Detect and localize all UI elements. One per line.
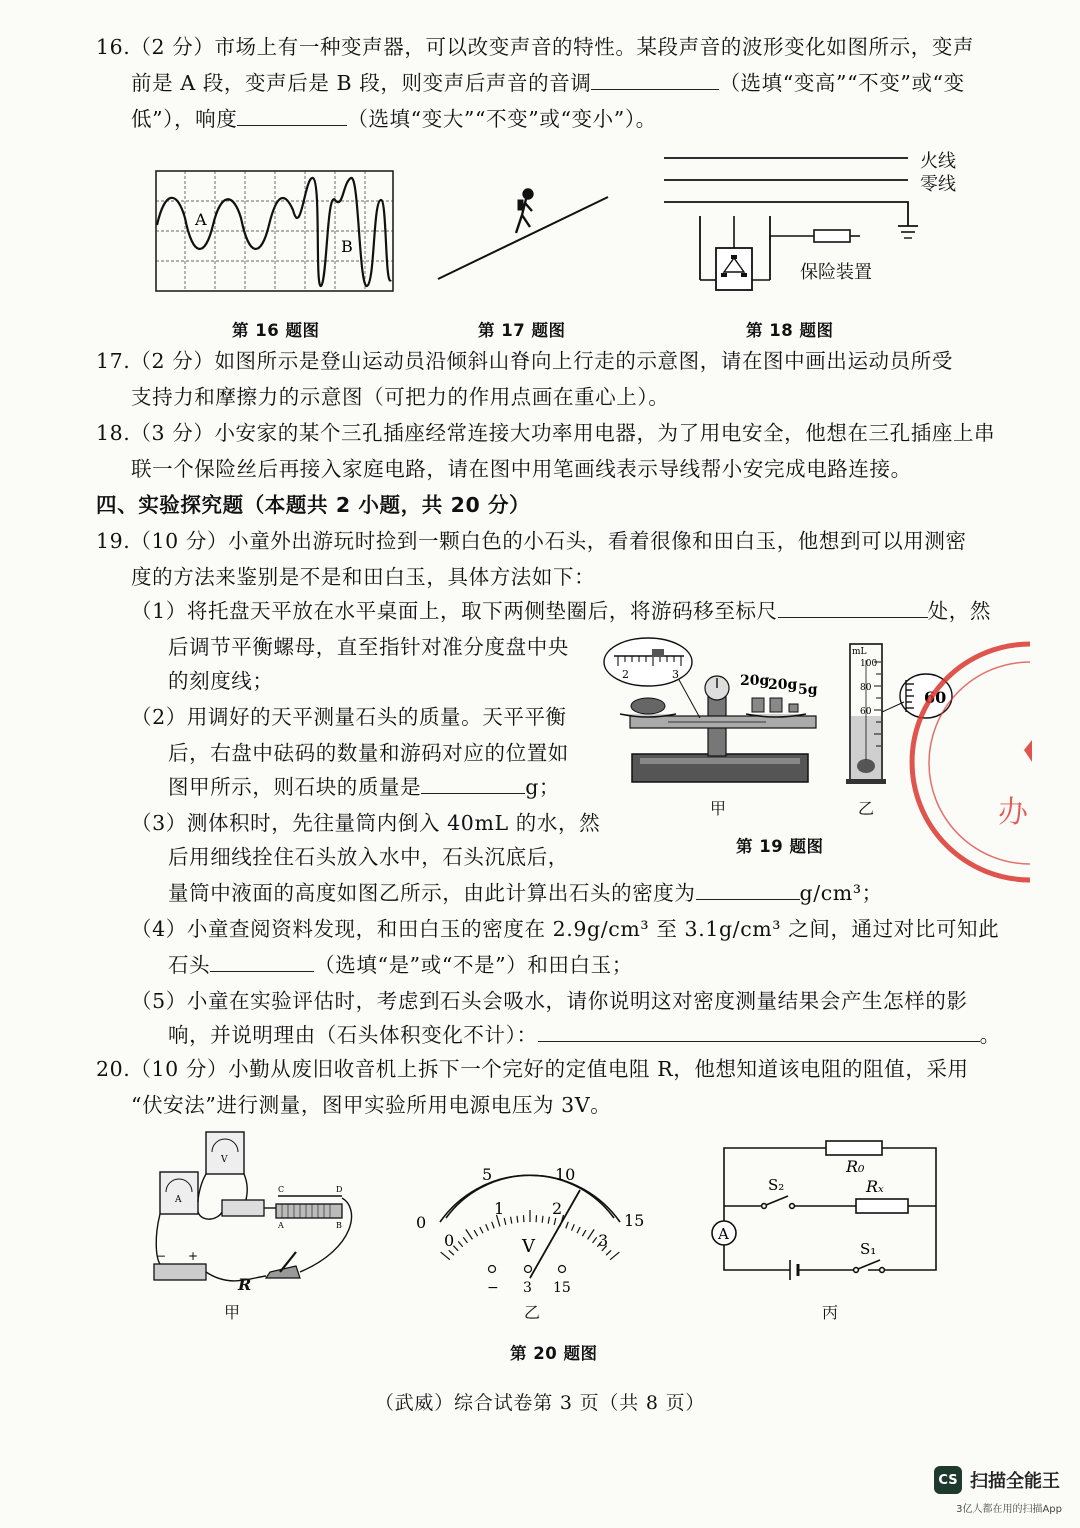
resistor-r xyxy=(222,1200,264,1216)
q20-line1: 20.（10 分）小勤从废旧收音机上拆下一个完好的定值电阻 R，他想知道该电阻的阻值，采用 xyxy=(96,1057,969,1081)
dial-tick xyxy=(492,1222,494,1229)
q16-line3: 低”），响度 （选填“变大”“不变”或“变小”）。 xyxy=(131,107,657,131)
svg-text:V: V xyxy=(221,1155,228,1165)
q16-line2: 前是 A 段，变声后是 B 段，则变声后声音的音调 （选填“变高”“不变”或“变 xyxy=(131,71,965,95)
fig17-slope xyxy=(436,185,611,285)
scanner-watermark xyxy=(934,1466,1060,1494)
cyl-unit: mL xyxy=(852,647,867,657)
q18-line1: 18.（3 分）小安家的某个三孔插座经常连接大功率用电器，为了用电安全，他想在三孔插座上串 xyxy=(96,421,996,445)
page-footer: （武威）综合试卷第 3 页（共 8 页） xyxy=(374,1392,706,1414)
weight-20g-a: 20g xyxy=(740,673,770,689)
q17-line2: 支持力和摩擦力的示意图（可把力的作用点画在重心上）。 xyxy=(131,385,670,409)
fig19-label-jia: 甲 xyxy=(710,799,727,818)
dial-tick xyxy=(474,1230,478,1236)
label-s2: S₂ xyxy=(768,1176,785,1194)
q16-line1: 16.（2 分）市场上有一种变声器，可以改变声音的特性。某段声音的波形变化如图所示，变声 xyxy=(96,35,975,59)
fig19-label-yi: 乙 xyxy=(858,799,875,818)
q19-step2-cont1: 后，右盘中砝码的数量和游码对应的位置如 xyxy=(168,741,569,765)
fuse-label: 保险装置 xyxy=(800,262,872,283)
q16-blank-loudness xyxy=(237,107,347,126)
cyl-mark-100: 100 xyxy=(860,659,878,669)
fig20-voltmeter-dial xyxy=(410,1160,650,1300)
dial-outer-5: 5 xyxy=(482,1165,493,1184)
fig20-label-jia: 甲 xyxy=(224,1303,241,1322)
resistor-rx xyxy=(856,1199,908,1213)
q19-line1: 19.（10 分）小童外出游玩时捡到一颗白色的小石头，看着很像和田白玉，他想到可以用测密 xyxy=(96,529,967,553)
svg-text:C: C xyxy=(278,1185,285,1194)
fig16-caption: 第 16 题图 xyxy=(232,321,320,340)
weight-5g: 5g xyxy=(798,682,818,698)
fig18-caption: 第 18 题图 xyxy=(746,321,834,340)
fig16-label-a: A xyxy=(195,210,207,229)
dial-tick xyxy=(542,1216,543,1223)
q19-blank-effect xyxy=(538,1023,980,1042)
label-rx: Rₓ xyxy=(866,1177,884,1196)
fig20-physical-circuit xyxy=(150,1128,360,1288)
q19-step1-cont1: 后调节平衡螺母，直至指针对准分度盘中央 xyxy=(168,635,569,659)
dial-tick xyxy=(610,1252,619,1260)
dial-inner-0: 0 xyxy=(444,1231,455,1250)
svg-text:−: − xyxy=(156,1249,167,1263)
terminal-15: 15 xyxy=(553,1280,571,1296)
dial-tick xyxy=(458,1241,463,1246)
fig20-label-bing: 丙 xyxy=(822,1303,839,1322)
dial-tick xyxy=(593,1237,597,1243)
q19-blank-isjade xyxy=(210,953,314,972)
terminal-minus: − xyxy=(487,1280,499,1296)
dial-tick xyxy=(577,1227,580,1233)
cyl-mark-80: 80 xyxy=(860,683,872,693)
dial-tick xyxy=(463,1237,467,1243)
q19-blank-density xyxy=(696,881,800,900)
dial-tick xyxy=(466,1229,473,1239)
socket-box xyxy=(700,216,770,290)
q19-blank-mass xyxy=(421,775,525,794)
fig20-caption: 第 20 题图 xyxy=(510,1344,598,1363)
dial-tick xyxy=(606,1250,611,1255)
dial-outer-10: 10 xyxy=(555,1165,576,1184)
watermark-sub: 3亿人都在用的扫描App xyxy=(956,1504,1062,1515)
q20-line2: “伏安法”进行测量，图甲实验所用电源电压为 3V。 xyxy=(131,1093,612,1117)
dial-outer-0: 0 xyxy=(416,1213,427,1232)
label-s1: S₁ xyxy=(860,1240,877,1258)
dial-tick xyxy=(566,1222,568,1229)
label-r0: R₀ xyxy=(846,1157,865,1176)
dial-tick xyxy=(504,1218,506,1225)
fig20-schematic xyxy=(708,1136,948,1286)
dial-tick xyxy=(517,1216,518,1223)
dial-tick xyxy=(572,1224,575,1230)
fuse-device xyxy=(814,230,850,242)
q19-step3-cont1: 后用细线拴住石头放入水中，石头沉底后， xyxy=(168,845,569,869)
dial-tick xyxy=(486,1224,489,1230)
dial-inner-2: 2 xyxy=(552,1199,563,1218)
q19-step5: （5）小童在实验评估时，考虑到石头会吸水，请你说明这对密度测量结果会产生怎样的影 xyxy=(131,989,968,1013)
fig20-label-yi: 乙 xyxy=(524,1303,541,1322)
dial-tick xyxy=(554,1218,556,1225)
section-heading: 四、实验探究题（本题共 2 小题，共 20 分） xyxy=(96,493,531,517)
q19-step3-cont2: 量筒中液面的高度如图乙所示，由此计算出石头的密度为 g/cm³； xyxy=(168,881,883,905)
weight-20g-b: 20g xyxy=(768,677,798,693)
slider-scale-3: 3 xyxy=(672,668,679,681)
q19-step2-cont2: 图甲所示，则石块的质量是 g； xyxy=(168,775,561,799)
dial-tick xyxy=(582,1230,586,1236)
climber-figure xyxy=(516,190,533,234)
svg-text:B: B xyxy=(336,1221,342,1230)
svg-text:A: A xyxy=(278,1221,284,1230)
dial-tick xyxy=(588,1229,595,1239)
q18-line2: 联一个保险丝后再接入家庭电路，请在图中用笔画线表示导线帮小安完成电路连接。 xyxy=(131,457,912,481)
dial-inner-1: 1 xyxy=(494,1199,505,1218)
svg-text:A: A xyxy=(175,1195,182,1205)
fig17-caption: 第 17 题图 xyxy=(478,321,566,340)
q19-step5-cont: 响，并说明理由（石头体积变化不计）： 。 xyxy=(168,1023,1001,1047)
dial-tick xyxy=(480,1227,483,1233)
school-stamp-seal xyxy=(932,640,1032,890)
rheostat xyxy=(276,1204,342,1218)
dial-unit-v: V xyxy=(522,1236,535,1257)
voltmeter-device xyxy=(206,1132,244,1174)
cyl-reading: 60 xyxy=(924,688,947,707)
battery xyxy=(154,1264,206,1280)
terminal-3: 3 xyxy=(523,1280,532,1296)
dial-inner-3: 3 xyxy=(598,1231,609,1250)
cyl-mark-60: 60 xyxy=(860,707,872,717)
svg-text:D: D xyxy=(336,1185,343,1194)
q19-step2: （2）用调好的天平测量石头的质量。天平平衡 xyxy=(131,705,567,729)
dial-tick xyxy=(441,1252,450,1260)
svg-text:办: 办 xyxy=(998,795,1028,830)
slider-scale-2: 2 xyxy=(622,668,629,681)
watermark-name: 扫描全能王 xyxy=(970,1471,1060,1492)
dial-tick xyxy=(449,1250,454,1255)
q17-line1: 17.（2 分）如图所示是登山运动员沿倾斜山脊向上行走的示意图，请在图中画出运动员所受 xyxy=(96,349,953,373)
fig16-label-b: B xyxy=(341,237,353,256)
fig19-balance xyxy=(600,636,840,786)
fig16-waveform xyxy=(155,170,395,292)
camscanner-logo-icon: CS xyxy=(934,1466,962,1494)
fig20-label-r: R xyxy=(238,1275,252,1294)
q19-step1-cont2: 的刻度线； xyxy=(168,669,274,693)
q19-step1: （1）将托盘天平放在水平桌面上，取下两侧垫圈后，将游码移至标尺 处，然 xyxy=(131,599,991,623)
ammeter-device xyxy=(160,1172,198,1214)
neutral-wire-label: 零线 xyxy=(920,174,956,195)
resistor-r0 xyxy=(826,1141,882,1155)
dial-tick xyxy=(511,1217,512,1224)
q16-blank-pitch xyxy=(591,71,719,90)
dial-tick xyxy=(548,1217,549,1224)
q19-step4-cont: 石头 （选填“是”或“不是”）和田白玉； xyxy=(168,953,633,977)
fig19-caption: 第 19 题图 xyxy=(736,837,824,856)
svg-text:+: + xyxy=(188,1249,199,1263)
dial-outer-15: 15 xyxy=(624,1211,645,1230)
q19-blank-scale xyxy=(778,599,928,618)
q19-line2: 度的方法来鉴别是不是和田白玉，具体方法如下： xyxy=(131,565,596,589)
ammeter-label: A xyxy=(718,1225,729,1243)
live-wire-label: 火线 xyxy=(920,151,956,172)
q19-step3: （3）测体积时，先往量筒内倒入 40mL 的水，然 xyxy=(131,811,601,835)
q19-step4: （4）小童查阅资料发现，和田白玉的密度在 2.9g/cm³ 至 3.1g/cm³ 之间，通过对比可知此 xyxy=(131,917,1000,941)
